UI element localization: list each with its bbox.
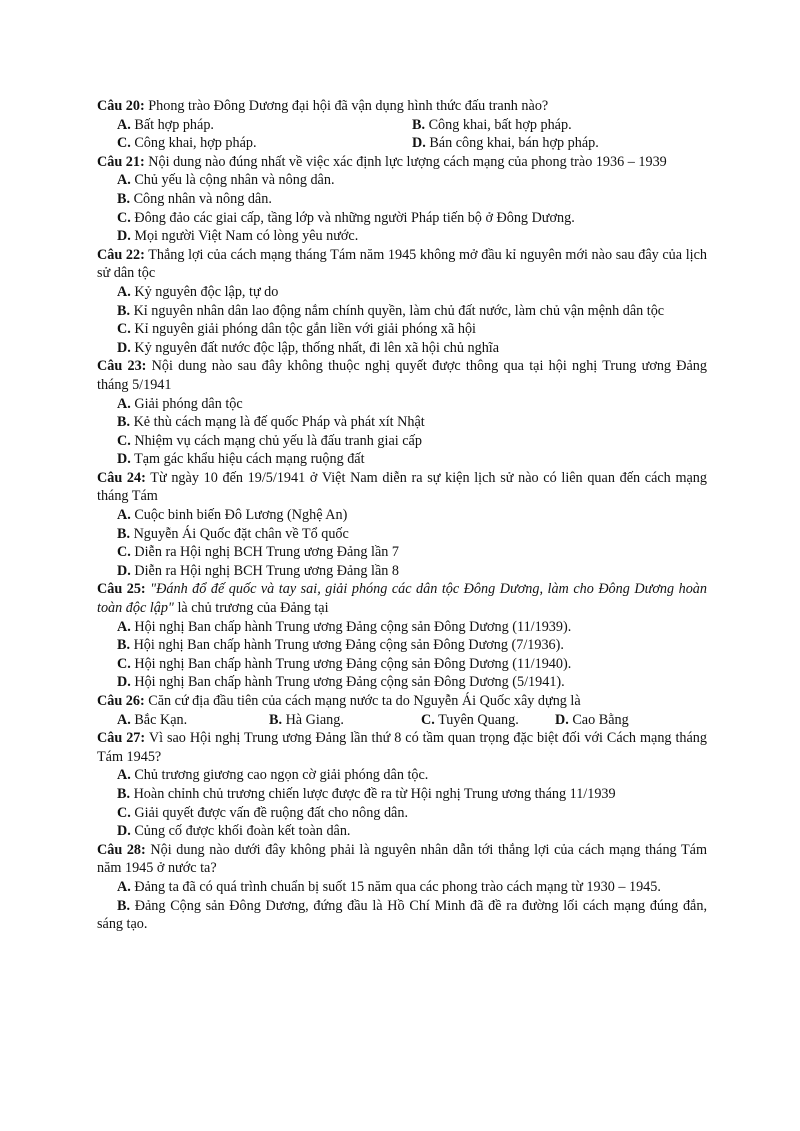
option-b [97,190,707,209]
question-text: Phong trào Đông Dương đại hội đã vận dụng hình thức đấu tranh nào? [144,98,549,114]
question-25 [97,580,707,617]
option-d [97,227,707,246]
option-c [97,209,707,228]
option-text: Công khai, bất hợp pháp. [425,116,572,133]
option-label: A. [117,618,131,635]
option-text: Hội nghị Ban chấp hành Trung ương Đảng cộng sản Đông Dương (7/1936). [130,637,564,654]
option-label: D. [117,339,131,356]
question-23 [97,357,707,394]
option-c [97,655,707,674]
option-b [97,413,707,432]
option-c [117,134,412,153]
option-b [97,636,707,655]
option-text: Hội nghị Ban chấp hành Trung ương Đảng cộng sản Đông Dương (11/1940). [130,655,572,672]
option-b [97,897,707,934]
question-text: Nội dung nào dưới đây không phải là nguyên nhân dẫn tới thắng lợi của cách mạng tháng Tám năm 1945 ở nước ta? [97,841,707,877]
option-label: A. [117,507,131,524]
option-text: Hội nghị Ban chấp hành Trung ương Đảng cộng sản Đông Dương (11/1939). [130,618,572,635]
option-label: C. [117,432,131,449]
option-text: Đông đảo các giai cấp, tầng lớp và những người Pháp tiến bộ ở Đông Dương. [130,209,575,226]
question-20 [97,97,707,116]
option-label: C. [117,321,131,338]
option-a [97,766,707,785]
question-number: Câu 28: [97,841,146,858]
option-label: D. [117,823,131,840]
option-label: A. [117,395,131,412]
option-b [97,785,707,804]
question-text: Vì sao Hội nghị Trung ương Đảng lần thứ 8 có tầm quan trọng đặc biệt đối với Cách mạng tháng Tám 1945? [97,730,707,765]
option-c [421,711,555,730]
question-number: Câu 22: [97,246,145,263]
question-26 [97,692,707,711]
option-label: B. [117,525,131,542]
option-label: A. [117,711,131,728]
option-text: Giải quyết được vấn đề ruộng đất cho nông dân. [130,804,408,821]
option-label: C. [117,544,131,561]
option-text: Cao Bằng [568,711,629,728]
option-d [97,673,707,692]
option-label: C. [117,135,131,152]
option-d [97,822,707,841]
option-text: Mọi người Việt Nam có lòng yêu nước. [130,228,359,245]
option-a [97,618,707,637]
option-a [97,506,707,525]
option-a [97,878,707,897]
option-text: Kẻ thù cách mạng là đế quốc Pháp và phát xít Nhật [130,414,425,431]
option-label: C. [421,711,435,728]
option-text: Diễn ra Hội nghị BCH Trung ương Đảng lần 7 [130,544,399,561]
option-b [97,525,707,544]
option-text: Đảng ta đã có quá trình chuẩn bị suốt 15 năm qua các phong trào cách mạng từ 1930 – 1945. [130,878,661,895]
question-number: Câu 27: [97,730,146,747]
option-c [97,543,707,562]
option-label: D. [117,674,131,691]
question-number: Câu 23: [97,358,147,375]
option-text: Nguyễn Ái Quốc đặt chân về Tổ quốc [130,525,349,542]
option-a [117,116,412,135]
option-text: Bắc Kạn. [130,711,188,728]
question-21 [97,153,707,172]
option-label: B. [117,897,131,914]
options-row [97,116,707,135]
option-label: B. [269,711,283,728]
option-label: B. [117,414,131,431]
option-label: A. [117,283,131,300]
option-text: Hoàn chỉnh chủ trương chiến lược được đề ra từ Hội nghị Trung ương tháng 11/1939 [130,785,616,802]
option-d [97,562,707,581]
option-label: C. [117,655,131,672]
option-text: Công nhân và nông dân. [130,190,272,207]
option-text: Chủ trương giương cao ngọn cờ giải phóng dân tộc. [130,767,429,784]
option-c [97,432,707,451]
question-22 [97,246,707,283]
question-text: là chủ trương của Đảng tại [173,600,329,617]
option-label: D. [555,711,569,728]
option-label: D. [412,135,426,152]
option-text: Kỉ nguyên nhân dân lao động nắm chính quyền, làm chủ đất nước, làm chủ vận mệnh dân tộc [130,302,665,319]
question-text: Thắng lợi của cách mạng tháng Tám năm 1945 không mở đầu kỉ nguyên mới nào sau đây của lịch sử dân tộc [97,246,707,282]
option-text: Cuộc binh biến Đô Lương (Nghệ An) [130,507,348,524]
option-a [117,711,269,730]
question-number: Câu 26: [97,693,145,709]
option-c [97,320,707,339]
option-text: Bán công khai, bán hợp pháp. [425,135,599,152]
option-text: Hội nghị Ban chấp hành Trung ương Đảng cộng sản Đông Dương (5/1941). [130,674,565,691]
question-27 [97,729,707,766]
option-b [269,711,421,730]
option-text: Kỷ nguyên đất nước độc lập, thống nhất, đi lên xã hội chủ nghĩa [130,339,500,356]
options-row [97,711,707,730]
option-b [412,116,707,135]
option-d [555,711,629,730]
question-text: Nội dung nào sau đây không thuộc nghị quyết được thông qua tại hội nghị Trung ương Đảng tháng 5/1941 [97,358,707,393]
option-label: B. [117,190,131,207]
option-text: Chủ yếu là cộng nhân và nông dân. [130,172,335,189]
question-quote: "Đánh đổ đế quốc và tay sai, giải phóng các dân tộc Đông Dương, làm cho Đông Dương hoàn toàn độc lập" [97,581,707,617]
question-text: Căn cứ địa đầu tiên của cách mạng nước ta do Nguyễn Ái Quốc xây dựng là [144,693,581,709]
question-28 [97,841,707,878]
exam-page [97,97,707,934]
question-24 [97,469,707,506]
option-label: A. [117,172,131,189]
option-text: Hà Giang. [282,711,344,728]
option-label: A. [117,767,131,784]
question-number: Câu 21: [97,153,145,170]
option-label: B. [117,302,131,319]
option-text: Đảng Cộng sản Đông Dương, đứng đầu là Hồ Chí Minh đã đề ra đường lối cách mạng đúng đắn, sáng tạo. [97,897,707,933]
option-label: C. [117,209,131,226]
question-text: Từ ngày 10 đến 19/5/1941 ở Việt Nam diễn ra sự kiện lịch sử nào có liên quan đến cách mạng tháng Tám [97,469,707,505]
question-text: Nội dung nào đúng nhất về việc xác định lực lượng cách mạng của phong trào 1936 – 1939 [144,153,667,170]
option-a [97,171,707,190]
option-label: D. [117,228,131,245]
option-text: Kỷ nguyên độc lập, tự do [130,283,279,300]
option-d [412,134,707,153]
option-b [97,302,707,321]
option-a [97,395,707,414]
option-label: B. [117,637,131,654]
option-c [97,804,707,823]
option-d [97,339,707,358]
option-text: Tạm gác khẩu hiệu cách mạng ruộng đất [130,451,365,468]
option-text: Bất hợp pháp. [130,116,214,133]
option-label: C. [117,804,131,821]
question-number: Câu 25: [97,581,146,598]
option-text: Củng cố được khối đoàn kết toàn dân. [130,823,351,840]
option-text: Công khai, hợp pháp. [130,135,257,152]
option-a [97,283,707,302]
option-label: B. [117,785,131,802]
option-label: D. [117,562,131,579]
question-number: Câu 20: [97,98,145,114]
option-label: D. [117,451,131,468]
option-text: Diễn ra Hội nghị BCH Trung ương Đảng lần 8 [130,562,399,579]
option-d [97,450,707,469]
option-text: Tuyên Quang. [434,711,519,728]
option-label: B. [412,116,426,133]
option-text: Giải phóng dân tộc [130,395,243,412]
option-label: A. [117,878,131,895]
options-row [97,134,707,153]
option-text: Kỉ nguyên giải phóng dân tộc gắn liền với giải phóng xã hội [130,321,476,338]
option-label: A. [117,116,131,133]
question-number: Câu 24: [97,469,146,486]
option-text: Nhiệm vụ cách mạng chủ yếu là đấu tranh giai cấp [130,432,422,449]
